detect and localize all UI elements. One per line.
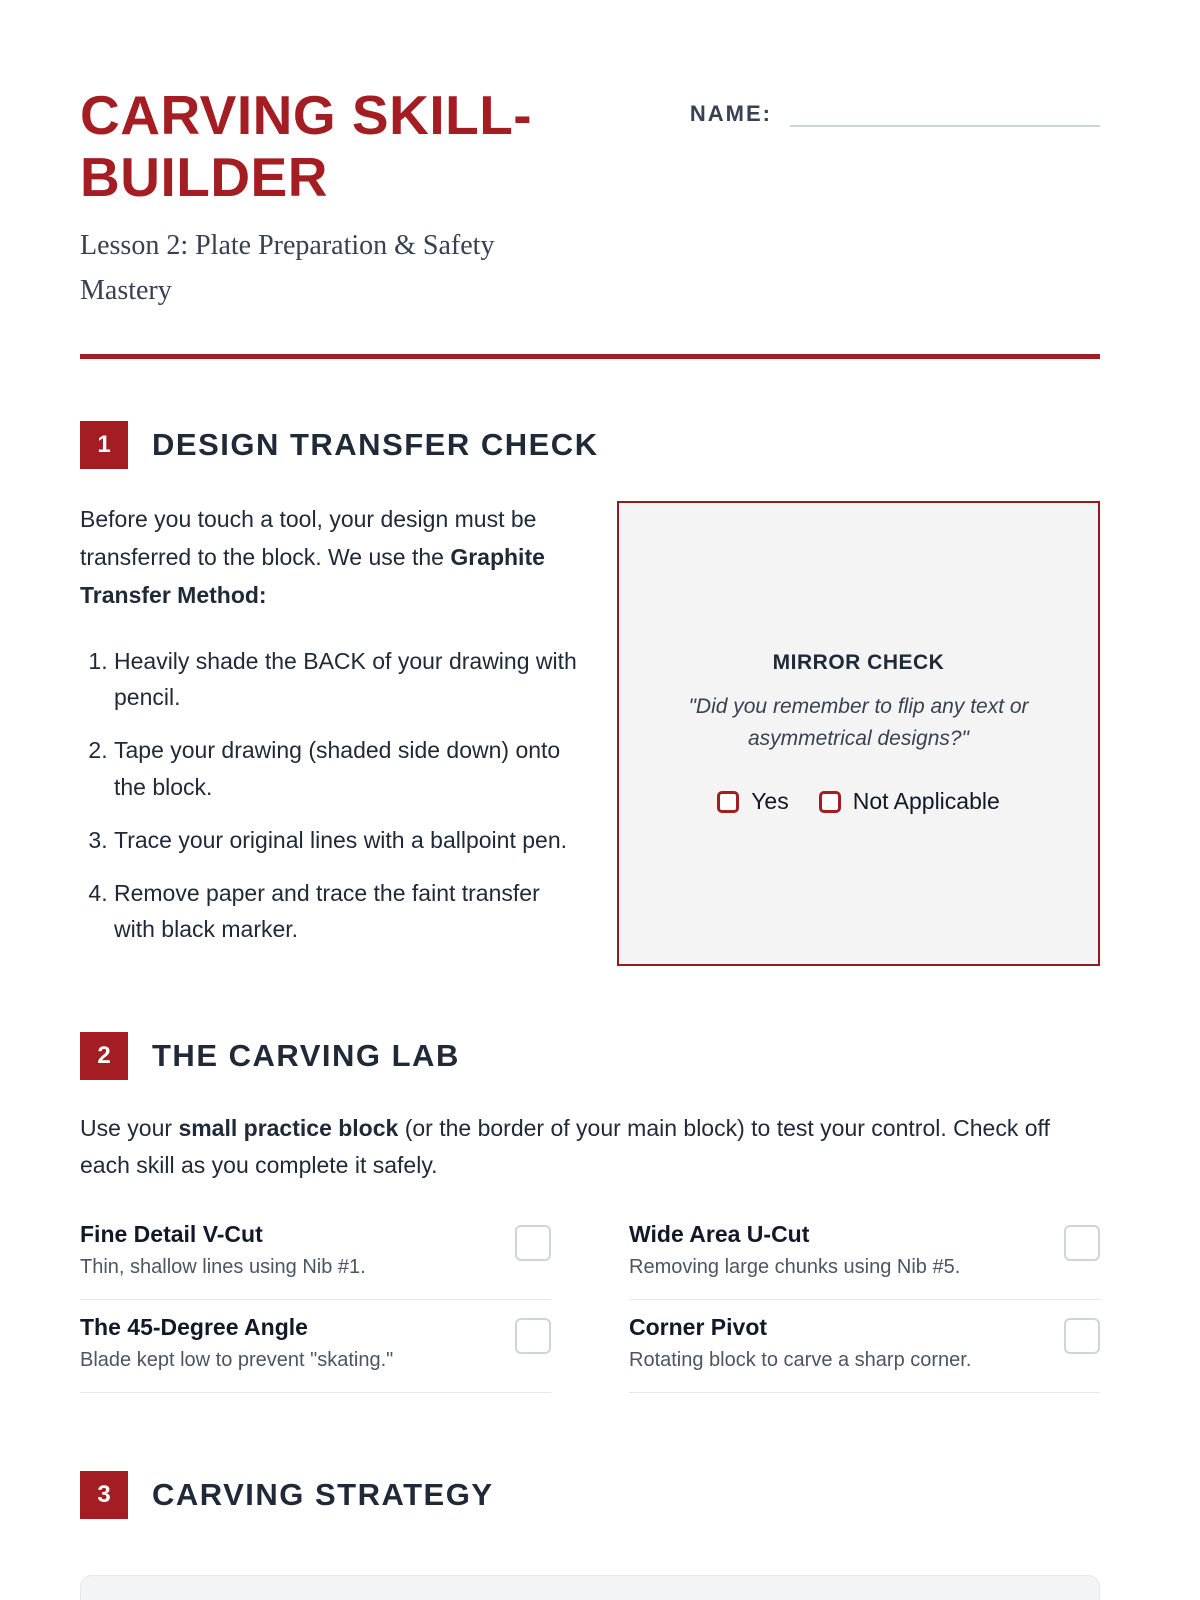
skill-description: Rotating block to carve a sharp corner. xyxy=(629,1349,972,1372)
transfer-step: 4. Remove paper and trace the faint transfer with black marker. xyxy=(114,875,583,949)
skill-title: Corner Pivot xyxy=(629,1314,768,1341)
section-carving-strategy xyxy=(80,1471,1100,1600)
transfer-step: 3. Trace your original lines with a ballpoint pen. xyxy=(114,822,583,859)
mirror-check-options xyxy=(717,788,1000,815)
skill-text xyxy=(80,1221,366,1279)
skill-text xyxy=(629,1221,960,1279)
mirror-check-quote: "Did you remember to flip any text or asymmetrical designs?" xyxy=(688,695,1029,750)
skill-text xyxy=(80,1314,393,1372)
strategy-content-box xyxy=(80,1575,1100,1600)
skill-45-degree-angle xyxy=(80,1314,551,1393)
section2-intro-bold: small practice block xyxy=(178,1114,399,1141)
skill-wide-area-u-cut xyxy=(629,1221,1100,1300)
section1-title: DESIGN TRANSFER CHECK xyxy=(152,426,599,462)
section2-intro-post: (or the border of your main block) to test your control. Check off each skill as you complete it safely. xyxy=(80,1114,1050,1178)
name-label: NAME: xyxy=(689,101,772,126)
mirror-check-title: MIRROR CHECK xyxy=(772,651,945,675)
skill-fine-detail-v-cut xyxy=(80,1221,551,1300)
wide-area-u-cut-checkbox[interactable] xyxy=(1064,1225,1100,1261)
yes-label: Yes xyxy=(751,788,789,815)
skill-title: The 45-Degree Angle xyxy=(80,1314,308,1341)
section3-number-badge: 3 xyxy=(80,1471,128,1519)
section1-heading xyxy=(80,421,1100,469)
not-applicable-label: Not Applicable xyxy=(852,788,1000,815)
name-input-line[interactable] xyxy=(790,97,1100,127)
section2-intro-pre: Use your xyxy=(80,1114,173,1141)
section1-body xyxy=(80,501,1100,966)
section2-heading xyxy=(80,1032,1100,1080)
section1-number-badge: 1 xyxy=(80,421,128,469)
section1-intro-bold: Graphite Transfer Method: xyxy=(80,543,545,608)
section3-title: CARVING STRATEGY xyxy=(152,1477,494,1513)
skill-title: Wide Area U-Cut xyxy=(629,1221,810,1248)
transfer-step: 1. Heavily shade the BACK of your drawing with pencil. xyxy=(114,643,583,717)
section-carving-lab xyxy=(80,1032,1100,1394)
header xyxy=(80,85,1100,314)
transfer-step: 2. Tape your drawing (shaded side down) onto the block. xyxy=(114,732,583,806)
fine-detail-v-cut-checkbox[interactable] xyxy=(515,1225,551,1261)
yes-checkbox[interactable] xyxy=(717,791,739,813)
skill-description: Thin, shallow lines using Nib #1. xyxy=(80,1256,366,1279)
page-subtitle: Lesson 2: Plate Preparation & Safety Mastery xyxy=(80,230,495,306)
section1-text-column xyxy=(80,501,583,966)
name-field-area xyxy=(690,97,1100,127)
section2-intro xyxy=(80,1110,1090,1184)
not-applicable-checkbox[interactable] xyxy=(819,791,841,813)
section1-intro xyxy=(80,501,583,615)
skill-description: Removing large chunks using Nib #5. xyxy=(629,1256,961,1279)
page-title: CARVING SKILL-BUILDER xyxy=(80,84,533,208)
skill-corner-pivot xyxy=(629,1314,1100,1393)
header-divider xyxy=(80,354,1100,359)
mirror-check-box xyxy=(617,501,1100,966)
title-block xyxy=(80,85,620,314)
mirror-option-yes[interactable] xyxy=(717,788,789,815)
section2-number-badge: 2 xyxy=(80,1032,128,1080)
corner-pivot-checkbox[interactable] xyxy=(1064,1318,1100,1354)
section2-title: THE CARVING LAB xyxy=(152,1037,460,1073)
section-design-transfer-check xyxy=(80,421,1100,966)
section3-heading xyxy=(80,1471,1100,1519)
skill-description: Blade kept low to prevent "skating." xyxy=(80,1349,394,1372)
mirror-option-not-applicable[interactable] xyxy=(819,788,1000,815)
45-degree-angle-checkbox[interactable] xyxy=(515,1318,551,1354)
skill-text xyxy=(629,1314,971,1372)
transfer-steps-list xyxy=(80,643,583,949)
skills-grid xyxy=(80,1221,1100,1393)
skill-title: Fine Detail V-Cut xyxy=(80,1221,263,1248)
section1-intro-text: Before you touch a tool, your design must be transferred to the block. We use the xyxy=(80,505,537,570)
